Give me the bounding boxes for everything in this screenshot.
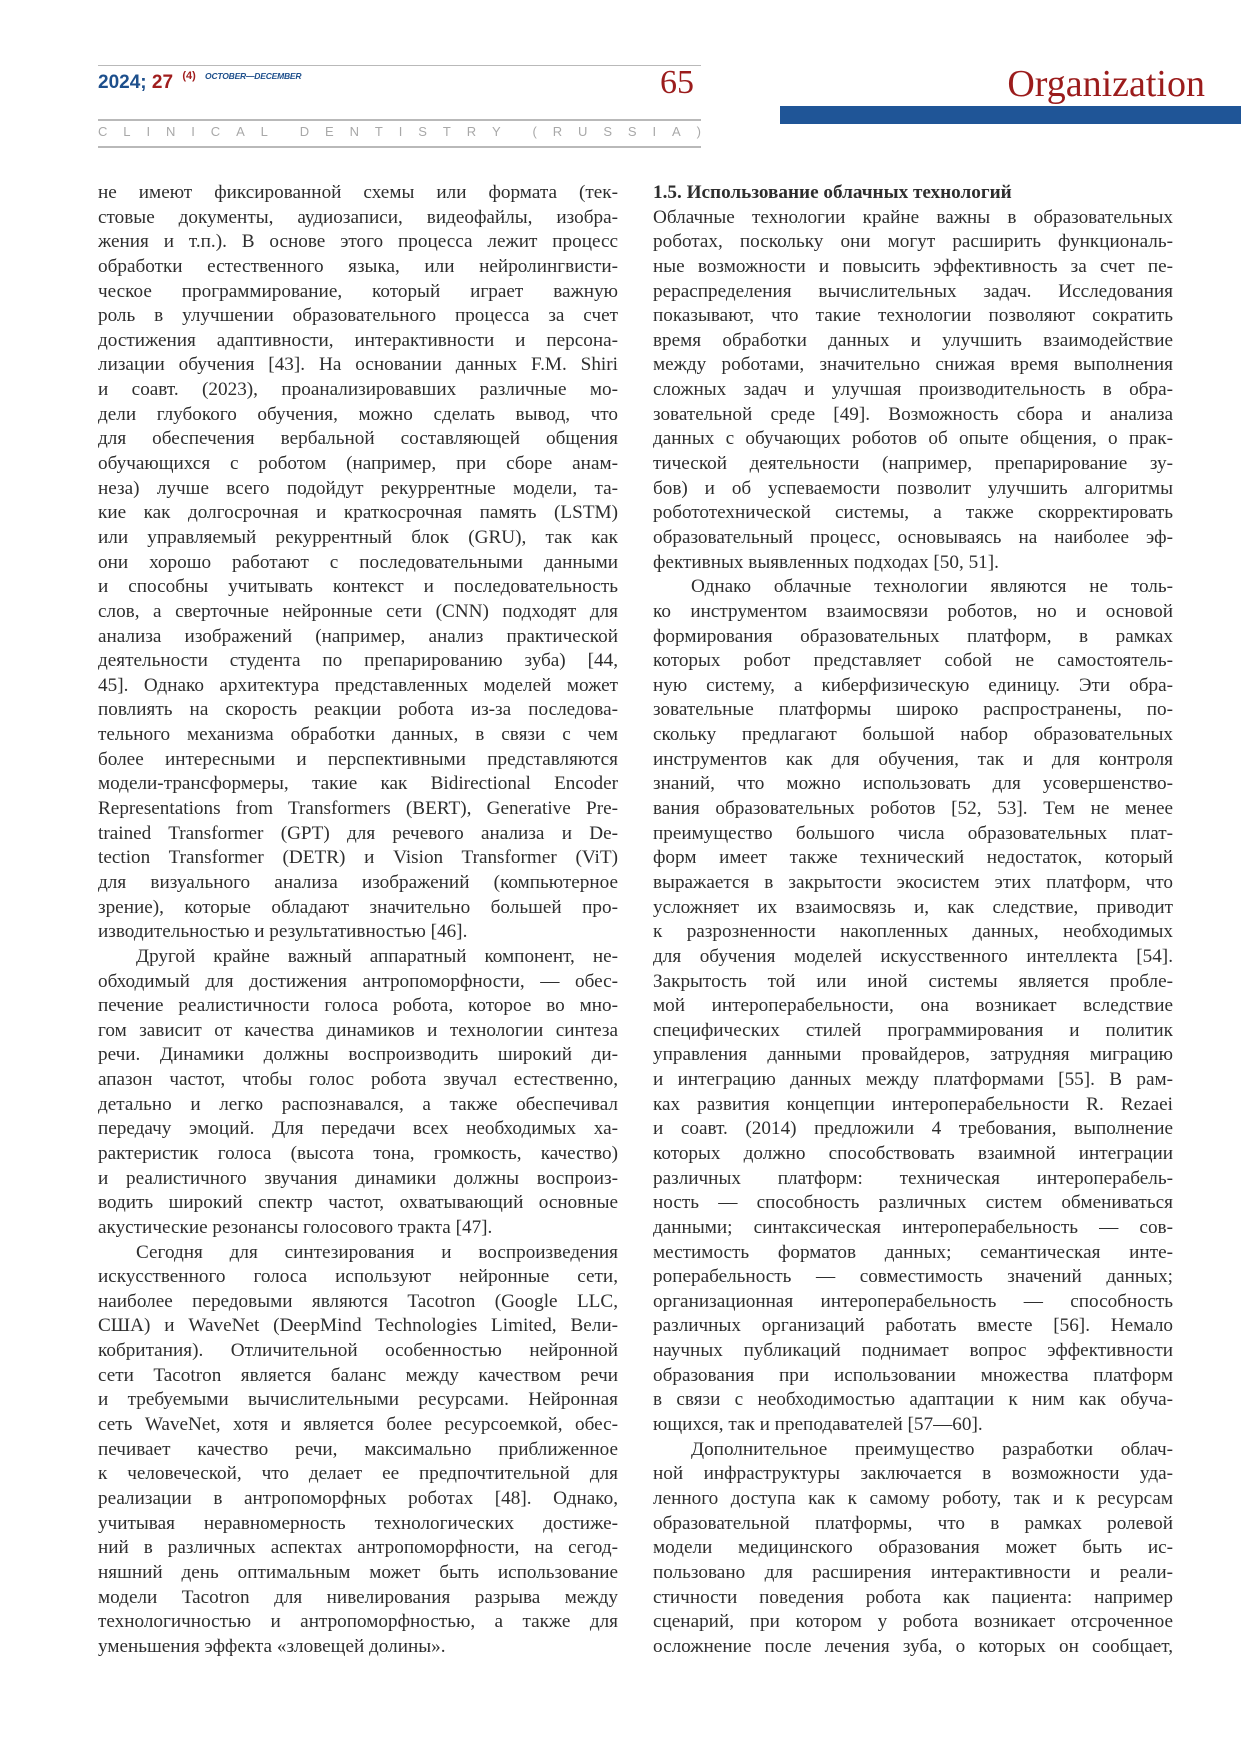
text-line: к человеческой, что делает ее предпочтительной для — [98, 1463, 618, 1485]
text-line: Другой крайне важный аппаратный компонент, не- — [136, 945, 618, 967]
issue-year: 2024; — [98, 72, 147, 93]
text-line: достижения адаптивности, интерактивности и персона- — [98, 329, 618, 351]
journal-name-letter: A — [236, 124, 245, 139]
text-line: неза) лучше всего подойдут рекуррентные модели, та- — [98, 477, 618, 499]
right-column — [653, 181, 1173, 1659]
header-top-rule — [98, 65, 701, 66]
text-line: ках развития концепции интероперабельности R. Rezaei — [653, 1093, 1173, 1115]
text-line: организационная интероперабельность — способность — [653, 1290, 1173, 1312]
text-line: бов) и об успеваемости позволит улучшить алгоритмы — [653, 477, 1173, 499]
text-line: пользовано для расширения интерактивности и реали- — [653, 1561, 1173, 1583]
text-line: 45]. Однако архитектура представленных моделей может — [98, 674, 618, 696]
text-line: Representations from Transformers (BERT), Generative Pre- — [98, 798, 618, 820]
text-line: зовательной среде [49]. Возможность сбора и анализа — [653, 403, 1173, 425]
text-line: печивает качество речи, максимально приближенное — [98, 1438, 618, 1460]
text-line: которых должно способствовать взаимной интеграции — [653, 1142, 1173, 1164]
text-line: ко инструментом взаимосвязи роботов, но и основой — [653, 600, 1173, 622]
header-bottom-rule — [98, 146, 701, 148]
journal-name-letter: N — [165, 124, 176, 139]
text-line: специфических стилей программирования и политик — [653, 1019, 1173, 1041]
journal-name-letter: I — [398, 124, 403, 139]
text-line: формирования образовательных платформ, в рамках — [653, 625, 1173, 647]
section-heading: 1.5. Использование облачных технологий — [653, 182, 1012, 203]
issue-months: OCTOBER—DECEMBER — [205, 71, 302, 81]
text-line: реализации в антропоморфных роботах [48]. Однако, — [98, 1487, 618, 1509]
text-line: технологичностью и антропоморфностью, а также для — [98, 1611, 618, 1633]
text-line: и способны учитывать контекст и последовательность — [98, 576, 618, 598]
text-line: не имеют фиксированной схемы или формата (тек- — [98, 182, 618, 203]
text-line: ность — способность различных систем обмениваться — [653, 1192, 1173, 1214]
text-line: анализа изображений (например, анализ практической — [98, 625, 618, 647]
text-line: или управляемый рекуррентный блок (GRU), так как — [98, 526, 618, 548]
journal-name-letter: I — [652, 124, 657, 139]
text-line: в связи с необходимостью адаптации к ним как обуча- — [653, 1389, 1173, 1411]
journal-name-letter: I — [191, 124, 195, 139]
text-line: лизации обучения [43]. На основании данных F.M. Shiri — [98, 354, 618, 376]
text-line: кие как долгосрочная и краткосрочная память (LSTM) — [98, 502, 618, 524]
text-line: для обеспечения вербальной составляющей общения — [98, 428, 618, 450]
text-line: для визуального анализа изображений (компьютерное — [98, 871, 618, 893]
text-line: рераспределения вычислительных задач. Исследования — [653, 280, 1173, 302]
text-line: ческое программирование, который играет важную — [98, 280, 618, 302]
text-line: осложнение после лечения зуба, о которых он сообщает, — [653, 1635, 1173, 1657]
text-line: тической деятельности (например, препарирование зу- — [653, 453, 1173, 475]
issue-volume: 27 — [151, 72, 174, 93]
text-line: обработки естественного языка, или нейролингвисти- — [98, 255, 618, 277]
issue-number: (4) — [182, 70, 196, 82]
text-line: усложняет их взаимосвязь и, как следствие, приводит — [653, 896, 1173, 918]
text-line: передачу эмоций. Для передачи всех необходимых ха- — [98, 1118, 618, 1140]
text-line: ную систему, а киберфизическую единицу. Эти обра- — [653, 674, 1173, 696]
journal-name-letter: I — [146, 124, 151, 139]
text-line: образовательной платформы, что в рамках ролевой — [653, 1512, 1173, 1534]
journal-name-letter: C — [210, 124, 221, 139]
text-line: апазон частот, чтобы голос робота звучал естественно, — [98, 1069, 618, 1091]
issue-info — [98, 70, 301, 94]
text-line: искусственного голоса используют нейронные сети, — [98, 1266, 618, 1288]
text-line: речи. Динамики должны воспроизводить широкий ди- — [98, 1044, 618, 1066]
text-line: и интеграцию данных между платформами [55]. В рам- — [653, 1069, 1173, 1091]
text-line: деятельности студента по препарированию зуба) [44, — [98, 650, 618, 672]
text-line: няшний день оптимальным может быть использование — [98, 1561, 618, 1583]
text-line: вания образовательных роботов [52, 53]. Тем не менее — [653, 798, 1173, 820]
text-line: гом зависит от качества динамиков и технологии синтеза — [98, 1019, 618, 1041]
text-line: жения и т.п.). В основе этого процесса лежит процесс — [98, 231, 618, 253]
text-line: Закрытость той или иной системы является пробле- — [653, 970, 1173, 992]
text-line: печение реалистичности голоса робота, которое во мно- — [98, 995, 618, 1017]
text-line: роботах, поскольку они могут расширить функциональ- — [653, 231, 1173, 253]
text-line: сеть WaveNet, хотя и является более ресурсоемкой, обес- — [98, 1414, 618, 1436]
text-line: роперабельность — совместимость значений данных; — [653, 1266, 1173, 1288]
text-line: они хорошо работают с последовательными данными — [98, 551, 618, 573]
header-middle-rule — [98, 119, 701, 121]
text-line: слов, а сверточные нейронные сети (CNN) подходят для — [98, 600, 618, 622]
text-line: скольку предлагают большой набор образовательных — [653, 724, 1173, 746]
text-line: trained Transformer (GPT) для речевого анализа и De- — [98, 822, 618, 844]
journal-name-letter: A — [672, 124, 681, 139]
text-line: данных с обучающих роботов об опыте общения, о прак- — [653, 428, 1173, 450]
text-line: более интересными и перспективными представляются — [98, 748, 618, 770]
text-line: управления данными провайдеров, затрудняя миграцию — [653, 1044, 1173, 1066]
text-line: сети Tacotron является баланс между качеством речи — [98, 1364, 618, 1386]
text-line: данными; синтаксическая интероперабельность — сов- — [653, 1216, 1173, 1238]
text-line: выражается в закрытости экосистем этих платформ, что — [653, 871, 1173, 893]
text-line: форм имеет также технический недостаток, который — [653, 847, 1173, 869]
text-line: преимущество большого числа образовательных плат- — [653, 822, 1173, 844]
text-line: зовательные платформы широко распространены, по- — [653, 699, 1173, 721]
text-line: Однако облачные технологии являются не толь- — [691, 576, 1173, 598]
journal-name-letter: R — [466, 124, 477, 139]
section-bar — [780, 106, 1241, 124]
text-line: США) и WaveNet (DeepMind Technologies Limited, Вели- — [98, 1315, 618, 1337]
text-line: время обработки данных и улучшить взаимодействие — [653, 329, 1173, 351]
journal-name-letter: S — [603, 124, 613, 139]
journal-name-letter: S — [627, 124, 637, 139]
text-line: изводительностью и результативностью [46]. — [98, 921, 468, 943]
text-line: стичности поведения робота как пациента: например — [653, 1586, 1173, 1608]
journal-name-letter: E — [325, 124, 334, 139]
text-line: повлиять на скорость реакции робота из-за последова- — [98, 699, 618, 721]
text-line: и требуемыми вычислительными ресурсами. Нейронная — [98, 1389, 618, 1411]
text-line: сценарий, при котором у робота возникает отсроченное — [653, 1611, 1173, 1633]
journal-name-letter: S — [418, 124, 427, 139]
section-title: Organization — [1007, 63, 1205, 105]
text-line: фективных выявленных подходах [50, 51]. — [653, 551, 999, 573]
text-line: местимость форматов данных; семантическая инте- — [653, 1241, 1173, 1263]
text-line: научных публикаций поднимает вопрос эффективности — [653, 1340, 1173, 1362]
text-line: дели глубокого обучения, можно сделать вывод, что — [98, 403, 618, 425]
text-line: кобритания). Отличительной особенностью нейронной — [98, 1340, 618, 1362]
journal-name-letter: L — [260, 124, 268, 139]
text-line: наиболее передовыми являются Tacotron (Google LLC, — [98, 1290, 618, 1312]
text-line: обходимый для достижения антропоморфности, — обес- — [98, 970, 618, 992]
text-line: тельного механизма обработки данных, в связи с чем — [98, 724, 618, 746]
text-line: между роботами, значительно снижая время выполнения — [653, 354, 1173, 376]
page-number: 65 — [660, 64, 694, 101]
text-line: и соавт. (2023), проанализировавших различные мо- — [98, 379, 618, 401]
journal-name — [98, 124, 701, 139]
text-line: образования при использовании множества платформ — [653, 1364, 1173, 1386]
text-line: различных организаций работать вместе [56]. Немало — [653, 1315, 1173, 1337]
text-line: к разрозненности накопленных данных, необходимых — [653, 921, 1173, 943]
journal-name-letter: N — [349, 124, 359, 139]
text-line: модели медицинского образования может быть ис- — [653, 1537, 1173, 1559]
text-line: робототехнической системы, а также скорректировать — [653, 502, 1173, 524]
text-line: детально и легко распознавался, а также обеспечивал — [98, 1093, 618, 1115]
journal-name-letter: L — [123, 124, 131, 139]
text-line: которых робот представляет собой не самостоятель- — [653, 650, 1173, 672]
journal-name-letter: R — [552, 124, 563, 139]
text-line: сложных задач и улучшая производительность в обра- — [653, 379, 1173, 401]
text-line: ющихся, так и преподавателей [57—60]. — [653, 1414, 983, 1436]
text-line: модели Tacotron для нивелирования разрыва между — [98, 1586, 618, 1608]
journal-name-letter: Y — [492, 124, 501, 139]
text-line: стовые документы, аудиозаписи, видеофайлы, изобра- — [98, 206, 618, 228]
text-line: модели-трансформеры, такие как Bidirectional Encoder — [98, 773, 618, 795]
left-column — [98, 181, 618, 1659]
text-line: зрение), которые обладают значительно большей про- — [98, 896, 618, 918]
journal-name-letter: T — [374, 124, 383, 139]
journal-name-letter: C — [98, 124, 108, 139]
text-line: ний в различных аспектах антропоморфности, на сегод- — [98, 1537, 618, 1559]
text-line: ленного доступа как к самому роботу, так и к ресурсам — [653, 1487, 1173, 1509]
text-line: акустические резонансы голосового тракта [47]. — [98, 1216, 493, 1238]
journal-name-letter: ) — [696, 124, 701, 139]
text-line: Облачные технологии крайне важны в образовательных — [653, 206, 1173, 228]
text-line: различных платформ: техническая интероперабель- — [653, 1167, 1173, 1189]
text-line: уменьшения эффекта «зловещей долины». — [98, 1635, 446, 1657]
text-line: ные возможности и повысить эффективность за счет пе- — [653, 255, 1173, 277]
text-line: и соавт. (2014) предложили 4 требования, выполнение — [653, 1118, 1173, 1140]
text-line: Дополнительное преимущество разработки облач- — [691, 1438, 1173, 1460]
text-line: инструментов как для обучения, так и для контроля — [653, 748, 1173, 770]
text-line: ной инфраструктуры заключается в возможности уда- — [653, 1463, 1173, 1485]
text-line: водить широкий спектр частот, охватывающий основные — [98, 1192, 618, 1214]
text-line: показывают, что такие технологии позволяют сократить — [653, 305, 1173, 327]
journal-name-letter: U — [578, 124, 588, 139]
text-line: знаний, что можно использовать для усовершенство- — [653, 773, 1173, 795]
journal-name-letter: D — [299, 124, 310, 139]
text-line: для обучения моделей искусственного интеллекта [54]. — [653, 945, 1173, 967]
text-line: и реалистичного звучания динамики должны воспроиз- — [98, 1167, 618, 1189]
text-line: роль в улучшении образовательного процесса за счет — [98, 305, 618, 327]
text-line: мой интероперабельности, она возникает вследствие — [653, 995, 1173, 1017]
text-line: tection Transformer (DETR) и Vision Transformer (ViT) — [98, 847, 618, 869]
journal-name-letter: ( — [532, 124, 537, 139]
text-line: учитывая неравномерность технологических достиже- — [98, 1512, 618, 1534]
text-line: рактеристик голоса (высота тона, громкость, качество) — [98, 1142, 618, 1164]
text-line: обучающихся с роботом (например, при сборе анам- — [98, 453, 618, 475]
text-line: образовательный процесс, основываясь на наиболее эф- — [653, 526, 1173, 548]
journal-name-letter: T — [442, 124, 451, 139]
text-line: Сегодня для синтезирования и воспроизведения — [136, 1241, 618, 1263]
